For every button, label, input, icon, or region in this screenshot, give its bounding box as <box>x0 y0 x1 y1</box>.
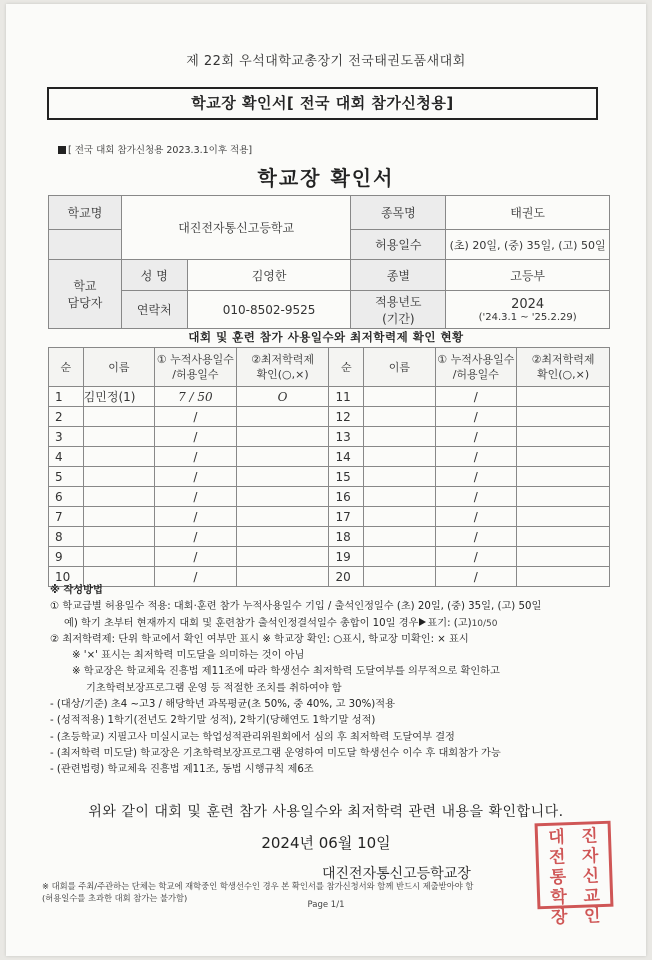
cell-days: / <box>435 507 517 527</box>
cell-days: / <box>155 487 237 507</box>
page-number: Page 1/1 <box>307 900 345 910</box>
cell-no: 16 <box>329 487 364 507</box>
cell-min <box>517 387 610 407</box>
status-section-title: 대회 및 훈련 참가 사용일수와 최저학력제 확인 현황 <box>188 330 464 344</box>
name-label: 성 명 <box>121 260 187 291</box>
cell-name <box>83 447 154 467</box>
cell-name <box>364 427 435 447</box>
footer-note: ※ 대회를 주최/주관하는 단체는 학교에 재학중인 학생선수인 경우 본 확인서를 참가신청서와 함께 반드시 제출받아야 함 (허용일수를 초과한 대회 참가는 불가함) <box>42 881 474 903</box>
cell-name <box>364 507 435 527</box>
cell-days: / <box>435 527 517 547</box>
cell-min <box>517 487 610 507</box>
cell-days: / <box>155 467 237 487</box>
col-min: ②최저학력제 확인(○,×) <box>236 348 329 387</box>
seal-glyph: 진 <box>580 826 599 847</box>
cell-no: 2 <box>49 407 84 427</box>
cell-no: 3 <box>49 427 84 447</box>
instruction-line: - (성적적용) 1학기(전년도 2학기말 성적), 2학기(당해연도 1학기말 성적) <box>50 715 376 727</box>
seal-glyph: 신 <box>582 866 600 887</box>
cell-name: 김민정(1) <box>83 387 154 407</box>
cell-min <box>517 447 610 467</box>
instruction-line: - (대상/기준) 초4 ~고3 / 해당학년 과목평균(초 50%, 중 40%, 고 30%)적용 <box>50 699 395 711</box>
cell-min <box>236 447 329 467</box>
instruction-line: 기초학력보장프로그램 운영 등 적절한 조치를 취하여야 함 <box>86 682 342 694</box>
instruction-line: ※ '×' 표시는 최저학력 미도달을 의미하는 것이 아님 <box>72 650 305 662</box>
category-value: 고등부 <box>446 260 610 291</box>
cell-days: / <box>155 407 237 427</box>
seal-glyph: 인 <box>583 906 601 927</box>
cell-min <box>517 407 610 427</box>
col-no: 순 <box>329 348 364 387</box>
status-table <box>48 347 610 587</box>
cell-name <box>364 387 435 407</box>
document-title: 학교장 확인서 <box>257 166 395 190</box>
cell-min <box>517 547 610 567</box>
instruction-line: 예) 학기 초부터 현재까지 대회 및 훈련참가 출석인정결석일수 총합이 10일 경우 표기: (고)10/50 <box>64 617 498 629</box>
cell-no: 1 <box>49 387 84 407</box>
year-value: 2024 ('24.3.1 ~ '25.2.29) <box>446 291 610 329</box>
cell-days: / <box>435 567 517 587</box>
main-title: 학교장 확인서[ 전국 대회 참가신청용] <box>47 87 598 120</box>
cell-name <box>364 407 435 427</box>
cell-min <box>236 427 329 447</box>
cell-min: O <box>236 387 329 407</box>
confirmation-statement: 위와 같이 대회 및 훈련 참가 사용일수와 최저학력 관련 내용을 확인합니다. <box>88 804 564 820</box>
cell-days: / <box>435 467 517 487</box>
cell-days: / <box>155 447 237 467</box>
col-name: 이름 <box>83 348 154 387</box>
cell-min <box>517 467 610 487</box>
cell-no: 7 <box>49 507 84 527</box>
cell-name <box>364 467 435 487</box>
arrow-right-icon <box>419 618 426 626</box>
table-row <box>49 507 610 527</box>
cell-name <box>83 427 154 447</box>
table-row <box>49 527 610 547</box>
instruction-line: - (관련법령) 학교체육 진흥법 제11조, 동법 시행규칙 제6조 <box>50 764 314 776</box>
document-page <box>6 4 646 956</box>
year-label: 적용년도 (기간) <box>351 291 446 329</box>
cell-name <box>364 447 435 467</box>
instructions <box>50 583 610 779</box>
school-value: 대진전자통신고등학교 <box>121 196 351 260</box>
official-seal <box>535 821 614 928</box>
table-row <box>49 387 610 407</box>
instructions-heading: ※ 작성방법 <box>50 585 103 596</box>
cell-min <box>236 407 329 427</box>
instruction-line: ② 최저학력제: 단위 학교에서 확인 여부만 표시 ※ 학교장 확인: ○표시, 학교장 미확인: × 표시 <box>50 633 469 645</box>
cell-name <box>83 467 154 487</box>
cell-no: 11 <box>329 387 364 407</box>
cell-name <box>364 547 435 567</box>
cell-days: / <box>155 567 237 587</box>
cell-no: 14 <box>329 447 364 467</box>
table-row <box>49 407 610 427</box>
table-row <box>49 427 610 447</box>
col-min: ②최저학력제 확인(○,×) <box>517 348 610 387</box>
table-row <box>49 447 610 467</box>
cell-name <box>83 507 154 527</box>
seal-glyph: 교 <box>583 886 601 907</box>
competition-title: 제 22회 우석대학교총장기 전국태권도품새대회 <box>186 54 466 69</box>
col-name: 이름 <box>364 348 435 387</box>
seal-glyph: 대 <box>547 827 566 848</box>
cell-no: 20 <box>329 567 364 587</box>
cell-days: / <box>155 507 237 527</box>
cell-name <box>364 487 435 507</box>
cell-days: / <box>155 547 237 567</box>
cell-name <box>83 487 154 507</box>
square-bullet-icon <box>58 146 66 154</box>
cell-no: 15 <box>329 467 364 487</box>
cell-name <box>364 527 435 547</box>
cell-no: 6 <box>49 487 84 507</box>
table-row <box>49 487 610 507</box>
cell-no: 12 <box>329 407 364 427</box>
cell-no: 17 <box>329 507 364 527</box>
cell-name <box>83 527 154 547</box>
principal-signature: 대진전자통신고등학교장 <box>322 866 471 882</box>
seal-glyph: 장 <box>550 907 568 928</box>
cell-min <box>236 487 329 507</box>
seal-glyph: 통 <box>549 867 567 888</box>
cell-no: 19 <box>329 547 364 567</box>
cell-min <box>236 507 329 527</box>
cell-name <box>83 547 154 567</box>
cell-no: 8 <box>49 527 84 547</box>
cell-min <box>236 527 329 547</box>
cell-no: 5 <box>49 467 84 487</box>
allowed-days-value: (초) 20일, (중) 35일, (고) 50일 <box>446 230 610 260</box>
cell-days: / <box>155 427 237 447</box>
cell-min <box>517 427 610 447</box>
sport-value: 태권도 <box>446 196 610 230</box>
col-no: 순 <box>49 348 84 387</box>
instruction-line: ① 학교급별 허용일수 적용: 대회·훈련 참가 누적사용일수 기입 / 출석인정일수 (초) 20일, (중) 35일, (고) 50일 <box>50 601 542 613</box>
cell-days: 7 / 50 <box>155 387 237 407</box>
instruction-line: ※ 학교장은 학교체육 진흥법 제11조에 따라 학생선수 최저학력 도달여부를 의무적으로 확인하고 <box>72 666 500 678</box>
status-header-row <box>49 348 610 387</box>
notice: [ 전국 대회 참가신청용 2023.3.1이후 적용] <box>58 142 252 156</box>
issue-date: 2024년 06월 10일 <box>261 834 391 852</box>
cell-no: 10 <box>49 567 84 587</box>
col-days: ① 누적사용일수 /허용일수 <box>435 348 517 387</box>
contact-value: 010-8502-9525 <box>187 291 351 329</box>
cell-min <box>517 527 610 547</box>
cell-name <box>83 407 154 427</box>
instruction-line: - (초등학교) 지필고사 미실시교는 학업성적관리위원회에서 심의 후 최저학력 도달여부 결정 <box>50 731 455 743</box>
cell-no: 4 <box>49 447 84 467</box>
cell-days: / <box>435 407 517 427</box>
cell-no: 13 <box>329 427 364 447</box>
table-row <box>49 547 610 567</box>
cell-days: / <box>435 387 517 407</box>
name-value: 김영한 <box>187 260 351 291</box>
cell-no: 9 <box>49 547 84 567</box>
cell-days: / <box>435 487 517 507</box>
contact-label: 연락처 <box>121 291 187 329</box>
col-days: ① 누적사용일수 /허용일수 <box>155 348 237 387</box>
seal-glyph: 학 <box>550 887 568 908</box>
instruction-line: - (최저학력 미도달) 학교장은 기초학력보장프로그램 운영하여 미도달 학생선수 이수 후 대회참가 가능 <box>50 747 501 759</box>
category-label: 종별 <box>351 260 446 291</box>
cell-min <box>517 507 610 527</box>
sport-label: 종목명 <box>351 196 446 230</box>
cell-min <box>236 547 329 567</box>
cell-days: / <box>435 547 517 567</box>
seal-glyph: 전 <box>548 847 566 868</box>
school-label: 학교명 <box>49 196 122 230</box>
cell-no: 18 <box>329 527 364 547</box>
table-row <box>49 467 610 487</box>
cell-days: / <box>435 427 517 447</box>
allowed-days-label: 허용일수 <box>351 230 446 260</box>
cell-days: / <box>155 527 237 547</box>
cell-days: / <box>435 447 517 467</box>
manager-label: 학교 담당자 <box>49 260 122 329</box>
info-table <box>48 195 610 329</box>
cell-min <box>236 467 329 487</box>
seal-glyph: 자 <box>581 846 599 867</box>
